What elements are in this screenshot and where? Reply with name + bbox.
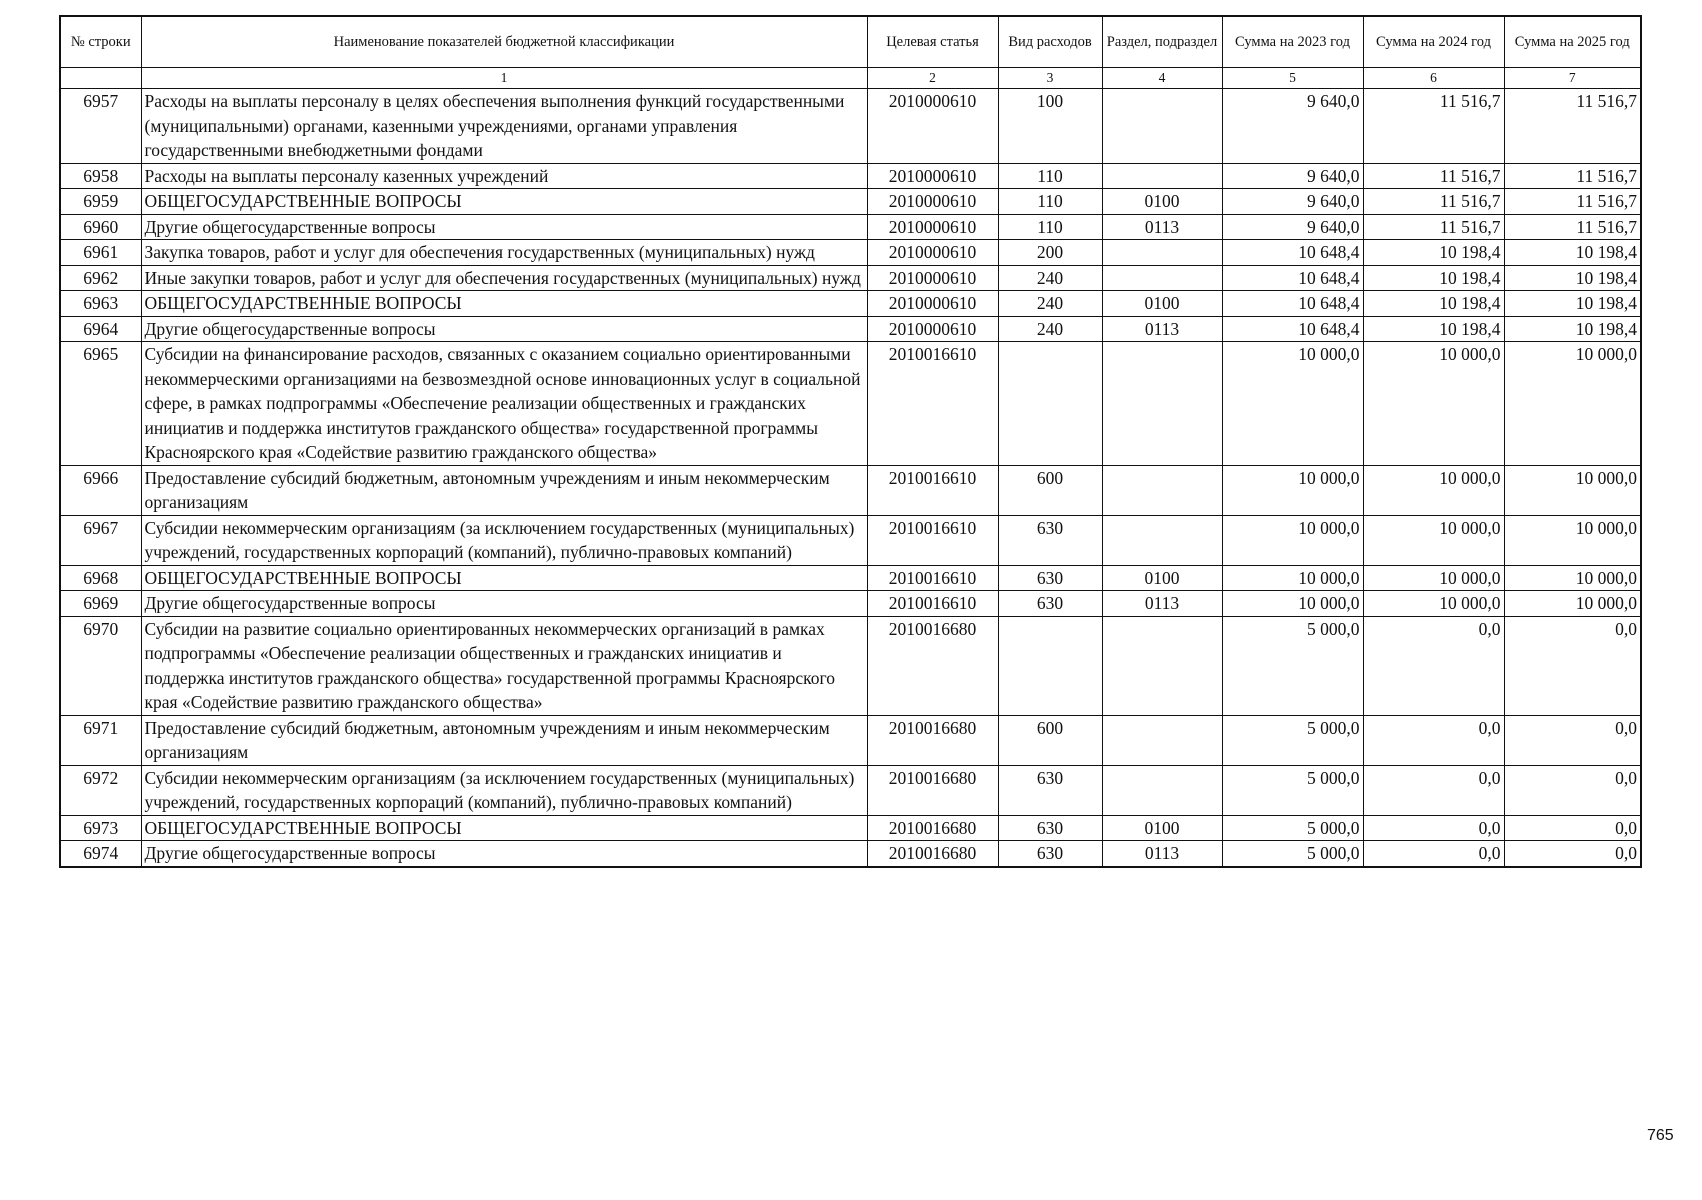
sum-2024: 0,0 bbox=[1363, 765, 1504, 815]
section-code: 0113 bbox=[1102, 316, 1222, 342]
table-row bbox=[60, 342, 1641, 466]
sum-2024: 10 198,4 bbox=[1363, 316, 1504, 342]
sum-2025: 10 000,0 bbox=[1504, 465, 1641, 515]
row-number: 6970 bbox=[60, 616, 141, 715]
sum-2023: 9 640,0 bbox=[1222, 163, 1363, 189]
table-row bbox=[60, 765, 1641, 815]
sum-2025: 10 198,4 bbox=[1504, 240, 1641, 266]
column-number: 1 bbox=[141, 68, 867, 89]
target-article: 2010000610 bbox=[867, 316, 998, 342]
section-code bbox=[1102, 342, 1222, 466]
indicator-name: Иные закупки товаров, работ и услуг для обеспечения государственных (муниципальных) нужд bbox=[141, 265, 867, 291]
sum-2025: 11 516,7 bbox=[1504, 214, 1641, 240]
column-number: 3 bbox=[998, 68, 1102, 89]
table-row bbox=[60, 465, 1641, 515]
indicator-name: Другие общегосударственные вопросы bbox=[141, 214, 867, 240]
target-article: 2010016680 bbox=[867, 815, 998, 841]
indicator-name: Субсидии на развитие социально ориентированных некоммерческих организаций в рамках подпрограммы «Обеспечение реализации общественных и гражданских инициатив и поддержка институтов гражданского общества» государственной программы Красноярского края «Содействие развитию гражданского общества» bbox=[141, 616, 867, 715]
header-row bbox=[60, 16, 1641, 68]
row-number: 6972 bbox=[60, 765, 141, 815]
table-row bbox=[60, 89, 1641, 164]
column-number: 2 bbox=[867, 68, 998, 89]
expense-type: 630 bbox=[998, 815, 1102, 841]
sum-2023: 10 000,0 bbox=[1222, 591, 1363, 617]
expense-type bbox=[998, 616, 1102, 715]
sum-2023: 5 000,0 bbox=[1222, 616, 1363, 715]
target-article: 2010016610 bbox=[867, 465, 998, 515]
expense-type: 100 bbox=[998, 89, 1102, 164]
table-row bbox=[60, 841, 1641, 867]
expense-type: 240 bbox=[998, 316, 1102, 342]
sum-2023: 9 640,0 bbox=[1222, 189, 1363, 215]
table-row bbox=[60, 265, 1641, 291]
target-article: 2010000610 bbox=[867, 189, 998, 215]
column-number-row bbox=[60, 68, 1641, 89]
target-article: 2010016610 bbox=[867, 515, 998, 565]
table-body bbox=[60, 89, 1641, 867]
section-code: 0100 bbox=[1102, 815, 1222, 841]
expense-type bbox=[998, 342, 1102, 466]
column-number: 4 bbox=[1102, 68, 1222, 89]
section-code bbox=[1102, 265, 1222, 291]
header-row-no: № строки bbox=[60, 16, 141, 68]
sum-2025: 10 198,4 bbox=[1504, 316, 1641, 342]
sum-2024: 10 198,4 bbox=[1363, 291, 1504, 317]
expense-type: 110 bbox=[998, 189, 1102, 215]
sum-2025: 0,0 bbox=[1504, 616, 1641, 715]
expense-type: 630 bbox=[998, 841, 1102, 867]
row-number: 6964 bbox=[60, 316, 141, 342]
expense-type: 600 bbox=[998, 465, 1102, 515]
section-code bbox=[1102, 240, 1222, 266]
table-header bbox=[60, 16, 1641, 89]
header-sum-2023: Сумма на 2023 год bbox=[1222, 16, 1363, 68]
sum-2024: 10 000,0 bbox=[1363, 465, 1504, 515]
row-number: 6971 bbox=[60, 715, 141, 765]
expense-type: 630 bbox=[998, 765, 1102, 815]
table-row bbox=[60, 189, 1641, 215]
sum-2024: 0,0 bbox=[1363, 815, 1504, 841]
sum-2025: 10 198,4 bbox=[1504, 265, 1641, 291]
sum-2024: 10 000,0 bbox=[1363, 342, 1504, 466]
indicator-name: Другие общегосударственные вопросы bbox=[141, 316, 867, 342]
row-number: 6963 bbox=[60, 291, 141, 317]
row-number: 6960 bbox=[60, 214, 141, 240]
indicator-name: Субсидии некоммерческим организациям (за исключением государственных (муниципальных) учреждений, государственных корпораций (компаний), публично-правовых компаний) bbox=[141, 765, 867, 815]
table-row bbox=[60, 214, 1641, 240]
row-number: 6973 bbox=[60, 815, 141, 841]
target-article: 2010000610 bbox=[867, 240, 998, 266]
target-article: 2010016680 bbox=[867, 616, 998, 715]
indicator-name: Предоставление субсидий бюджетным, автономным учреждениям и иным некоммерческим организациям bbox=[141, 715, 867, 765]
target-article: 2010016610 bbox=[867, 342, 998, 466]
sum-2024: 11 516,7 bbox=[1363, 189, 1504, 215]
sum-2025: 11 516,7 bbox=[1504, 189, 1641, 215]
sum-2024: 0,0 bbox=[1363, 616, 1504, 715]
sum-2025: 10 198,4 bbox=[1504, 291, 1641, 317]
row-number: 6958 bbox=[60, 163, 141, 189]
indicator-name: Субсидии некоммерческим организациям (за исключением государственных (муниципальных) учреждений, государственных корпораций (компаний), публично-правовых компаний) bbox=[141, 515, 867, 565]
table-row bbox=[60, 316, 1641, 342]
sum-2023: 10 000,0 bbox=[1222, 465, 1363, 515]
expense-type: 110 bbox=[998, 163, 1102, 189]
header-expense-type: Вид расходов bbox=[998, 16, 1102, 68]
table-row bbox=[60, 565, 1641, 591]
row-number: 6965 bbox=[60, 342, 141, 466]
budget-document bbox=[59, 15, 1640, 868]
section-code: 0100 bbox=[1102, 189, 1222, 215]
target-article: 2010000610 bbox=[867, 89, 998, 164]
indicator-name: Другие общегосударственные вопросы bbox=[141, 841, 867, 867]
row-number: 6959 bbox=[60, 189, 141, 215]
target-article: 2010000610 bbox=[867, 265, 998, 291]
sum-2023: 5 000,0 bbox=[1222, 815, 1363, 841]
table-row bbox=[60, 591, 1641, 617]
section-code bbox=[1102, 163, 1222, 189]
table-row bbox=[60, 291, 1641, 317]
section-code bbox=[1102, 715, 1222, 765]
expense-type: 630 bbox=[998, 591, 1102, 617]
section-code: 0113 bbox=[1102, 591, 1222, 617]
indicator-name: Закупка товаров, работ и услуг для обеспечения государственных (муниципальных) нужд bbox=[141, 240, 867, 266]
row-number: 6974 bbox=[60, 841, 141, 867]
column-number: 5 bbox=[1222, 68, 1363, 89]
header-section: Раздел, подраздел bbox=[1102, 16, 1222, 68]
sum-2023: 9 640,0 bbox=[1222, 214, 1363, 240]
target-article: 2010016680 bbox=[867, 841, 998, 867]
row-number: 6962 bbox=[60, 265, 141, 291]
sum-2025: 11 516,7 bbox=[1504, 163, 1641, 189]
table-row bbox=[60, 163, 1641, 189]
sum-2025: 10 000,0 bbox=[1504, 515, 1641, 565]
sum-2023: 9 640,0 bbox=[1222, 89, 1363, 164]
page-number: 765 bbox=[1647, 1127, 1674, 1144]
target-article: 2010000610 bbox=[867, 291, 998, 317]
target-article: 2010016610 bbox=[867, 591, 998, 617]
sum-2024: 10 198,4 bbox=[1363, 265, 1504, 291]
expense-type: 240 bbox=[998, 291, 1102, 317]
sum-2023: 5 000,0 bbox=[1222, 841, 1363, 867]
section-code bbox=[1102, 765, 1222, 815]
budget-table bbox=[59, 15, 1642, 868]
expense-type: 200 bbox=[998, 240, 1102, 266]
header-target: Целевая статья bbox=[867, 16, 998, 68]
sum-2025: 10 000,0 bbox=[1504, 591, 1641, 617]
sum-2024: 10 000,0 bbox=[1363, 565, 1504, 591]
indicator-name: ОБЩЕГОСУДАРСТВЕННЫЕ ВОПРОСЫ bbox=[141, 291, 867, 317]
indicator-name: ОБЩЕГОСУДАРСТВЕННЫЕ ВОПРОСЫ bbox=[141, 189, 867, 215]
section-code: 0100 bbox=[1102, 565, 1222, 591]
indicator-name: Предоставление субсидий бюджетным, автономным учреждениям и иным некоммерческим организациям bbox=[141, 465, 867, 515]
header-sum-2024: Сумма на 2024 год bbox=[1363, 16, 1504, 68]
section-code bbox=[1102, 616, 1222, 715]
sum-2023: 5 000,0 bbox=[1222, 715, 1363, 765]
expense-type: 240 bbox=[998, 265, 1102, 291]
header-name: Наименование показателей бюджетной классификации bbox=[141, 16, 867, 68]
target-article: 2010016680 bbox=[867, 715, 998, 765]
sum-2023: 10 000,0 bbox=[1222, 342, 1363, 466]
row-number: 6968 bbox=[60, 565, 141, 591]
sum-2025: 0,0 bbox=[1504, 815, 1641, 841]
section-code: 0113 bbox=[1102, 214, 1222, 240]
indicator-name: Расходы на выплаты персоналу в целях обеспечения выполнения функций государственными (муниципальными) органами, казенными учреждениями, органами управления государственными внебюджетными фондами bbox=[141, 89, 867, 164]
row-number: 6966 bbox=[60, 465, 141, 515]
sum-2024: 11 516,7 bbox=[1363, 214, 1504, 240]
expense-type: 630 bbox=[998, 515, 1102, 565]
sum-2024: 0,0 bbox=[1363, 715, 1504, 765]
row-number: 6957 bbox=[60, 89, 141, 164]
indicator-name: Другие общегосударственные вопросы bbox=[141, 591, 867, 617]
sum-2024: 11 516,7 bbox=[1363, 163, 1504, 189]
sum-2024: 10 000,0 bbox=[1363, 515, 1504, 565]
row-number: 6961 bbox=[60, 240, 141, 266]
row-number: 6969 bbox=[60, 591, 141, 617]
sum-2025: 10 000,0 bbox=[1504, 342, 1641, 466]
sum-2024: 10 198,4 bbox=[1363, 240, 1504, 266]
column-number: 7 bbox=[1504, 68, 1641, 89]
section-code: 0100 bbox=[1102, 291, 1222, 317]
sum-2024: 11 516,7 bbox=[1363, 89, 1504, 164]
sum-2024: 0,0 bbox=[1363, 841, 1504, 867]
expense-type: 630 bbox=[998, 565, 1102, 591]
table-row bbox=[60, 515, 1641, 565]
indicator-name: Расходы на выплаты персоналу казенных учреждений bbox=[141, 163, 867, 189]
column-number bbox=[60, 68, 141, 89]
section-code bbox=[1102, 465, 1222, 515]
section-code bbox=[1102, 515, 1222, 565]
sum-2023: 10 000,0 bbox=[1222, 515, 1363, 565]
sum-2023: 10 000,0 bbox=[1222, 565, 1363, 591]
sum-2025: 0,0 bbox=[1504, 841, 1641, 867]
row-number: 6967 bbox=[60, 515, 141, 565]
sum-2024: 10 000,0 bbox=[1363, 591, 1504, 617]
sum-2023: 5 000,0 bbox=[1222, 765, 1363, 815]
indicator-name: ОБЩЕГОСУДАРСТВЕННЫЕ ВОПРОСЫ bbox=[141, 565, 867, 591]
sum-2023: 10 648,4 bbox=[1222, 291, 1363, 317]
table-row bbox=[60, 815, 1641, 841]
sum-2023: 10 648,4 bbox=[1222, 265, 1363, 291]
sum-2023: 10 648,4 bbox=[1222, 240, 1363, 266]
header-sum-2025: Сумма на 2025 год bbox=[1504, 16, 1641, 68]
section-code bbox=[1102, 89, 1222, 164]
indicator-name: Субсидии на финансирование расходов, связанных с оказанием социально ориентированными некоммерческими организациями на безвозмездной основе инновационных услуг в социальной сфере, в рамках подпрограммы «Обеспечение реализации общественных и гражданских инициатив и поддержка институтов гражданского общества» государственной программы Красноярского края «Содействие развитию гражданского общества» bbox=[141, 342, 867, 466]
sum-2025: 0,0 bbox=[1504, 715, 1641, 765]
expense-type: 110 bbox=[998, 214, 1102, 240]
table-row bbox=[60, 715, 1641, 765]
table-row bbox=[60, 240, 1641, 266]
target-article: 2010000610 bbox=[867, 163, 998, 189]
sum-2025: 10 000,0 bbox=[1504, 565, 1641, 591]
sum-2023: 10 648,4 bbox=[1222, 316, 1363, 342]
sum-2025: 0,0 bbox=[1504, 765, 1641, 815]
section-code: 0113 bbox=[1102, 841, 1222, 867]
target-article: 2010016680 bbox=[867, 765, 998, 815]
target-article: 2010000610 bbox=[867, 214, 998, 240]
target-article: 2010016610 bbox=[867, 565, 998, 591]
table-row bbox=[60, 616, 1641, 715]
sum-2025: 11 516,7 bbox=[1504, 89, 1641, 164]
expense-type: 600 bbox=[998, 715, 1102, 765]
indicator-name: ОБЩЕГОСУДАРСТВЕННЫЕ ВОПРОСЫ bbox=[141, 815, 867, 841]
column-number: 6 bbox=[1363, 68, 1504, 89]
